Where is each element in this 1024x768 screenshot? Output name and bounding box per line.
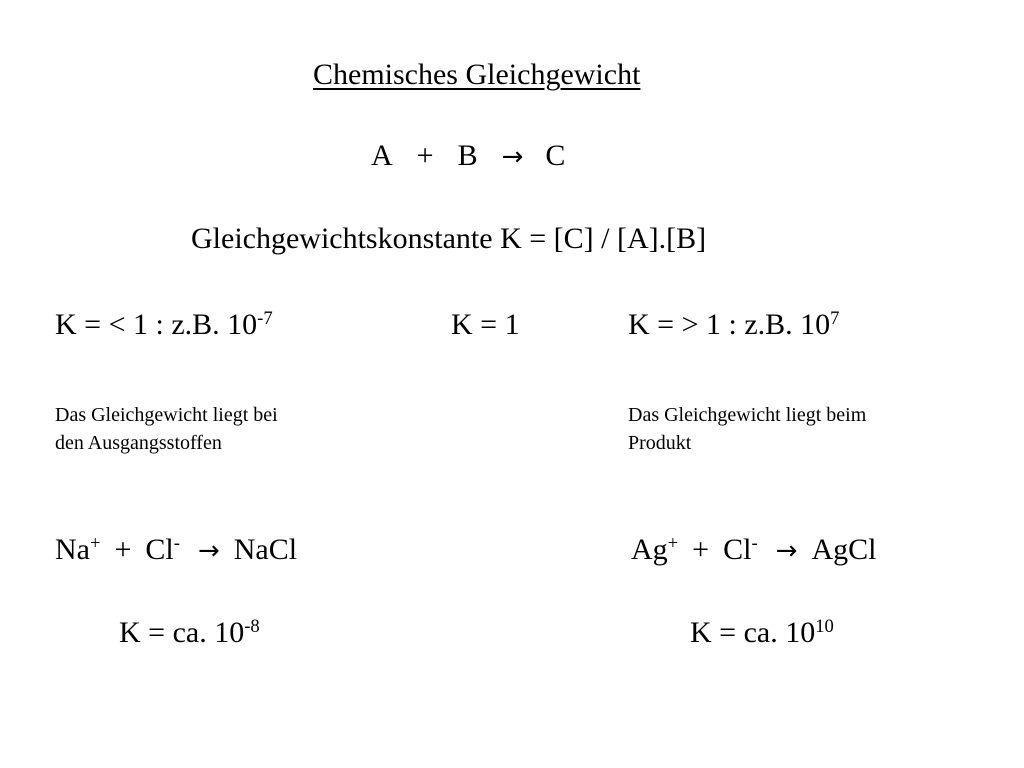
sodium-charge: + (89, 532, 101, 554)
case-right-exponent: 7 (830, 307, 840, 329)
silver-ion: Ag (631, 533, 668, 566)
nacl-constant-exponent: -8 (244, 615, 260, 637)
silver-charge: + (667, 532, 679, 554)
case-right-text: K = > 1 : z.B. 10 (628, 308, 831, 341)
note-left-line-1: Das Gleichgewicht liegt bei (55, 404, 278, 426)
case-k-less-than-one (55, 307, 273, 341)
case-k-greater-than-one (628, 307, 840, 341)
chloride-ion: Cl (723, 533, 752, 566)
note-right-line-1: Das Gleichgewicht liegt beim (628, 404, 867, 426)
reactant-b: B (457, 139, 478, 172)
note-right-line-2: Produkt (628, 432, 692, 454)
agcl-constant-text: K = ca. 10 (690, 616, 816, 649)
sodium-ion: Na (55, 533, 90, 566)
reaction-arrow-icon: → (501, 142, 524, 172)
example-nacl-equation (55, 532, 298, 566)
product-nacl: NaCl (233, 533, 298, 566)
note-right (628, 401, 866, 457)
reaction-arrow-icon: → (197, 536, 220, 566)
chloride-ion: Cl (145, 533, 174, 566)
plus-sign: + (692, 533, 710, 566)
case-left-exponent: -7 (257, 307, 273, 329)
nacl-constant (119, 615, 260, 649)
product-agcl: AgCl (811, 533, 877, 566)
constant-definition: Gleichgewichtskonstante K = [C] / [A].[B] (191, 222, 707, 255)
reaction-equation (371, 141, 565, 171)
reactant-a: A (371, 139, 393, 172)
page-title: Chemisches Gleichgewicht (313, 58, 641, 91)
chloride-charge: - (751, 532, 758, 554)
case-left-text: K = < 1 : z.B. 10 (55, 308, 258, 341)
plus-sign: + (416, 139, 434, 172)
plus-sign: + (114, 533, 132, 566)
product-c: C (545, 139, 566, 172)
case-k-equals-one: K = 1 (451, 308, 520, 341)
reaction-arrow-icon: → (775, 536, 798, 566)
agcl-constant (690, 615, 834, 649)
nacl-constant-text: K = ca. 10 (119, 616, 245, 649)
note-left (55, 401, 278, 457)
note-left-line-2: den Ausgangsstoffen (55, 432, 222, 454)
agcl-constant-exponent: 10 (815, 615, 834, 637)
example-agcl-equation (631, 532, 877, 566)
chloride-charge: - (173, 532, 180, 554)
